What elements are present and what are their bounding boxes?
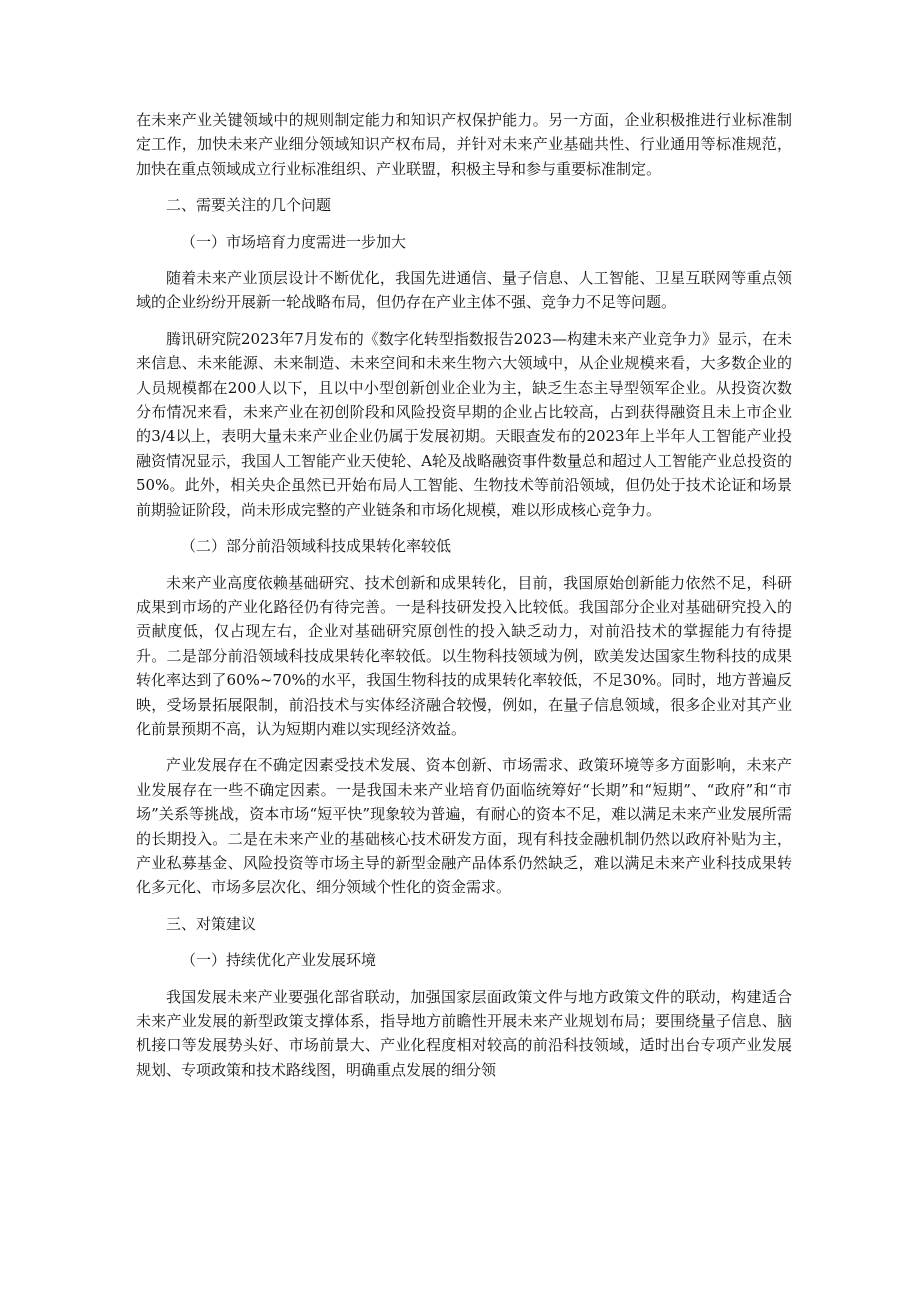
paragraph-uncertainty: 产业发展存在不确定因素受技术发展、资本创新、市场需求、政策环境等多方面影响，未来产业发展存在一些不确定因素。一是我国未来产业培育仍面临统筹好“长期”和“短期”、“政府”和“市场”关系等挑战，资本市场“短平快”现象较为普遍，有耐心的资本不足，难以满足未来产业发展所需的长期投入。二是在未来产业的基础核心技术研发方面，现有科技金融机制仍然以政府补贴为主，产业私募基金、风险投资等市场主导的新型金融产品体系仍然缺乏，难以满足未来产业科技成果转化多元化、市场多层次化、细分领域个性化的资金需求。 xyxy=(136,756,792,897)
spacer xyxy=(136,181,792,193)
paragraph-standards: 在未来产业关键领域中的规则制定能力和知识产权保护能力。另一方面，企业积极推进行业标准制定工作，加快未来产业细分领域知识产权布局，并针对未来产业基础共性、行业通用等标准规范，加快在重点领域成立行业标准组织、产业联盟，积极主导和参与重要标准制定。 xyxy=(136,111,792,178)
paragraph-tencent-report: 腾讯研究院2023年7月发布的《数字化转型指数报告2023—构建未来产业竞争力》显示，在未来信息、未来能源、未来制造、未来空间和未来生物六大领域中，从企业规模来看，大多数企业的人员规模都在200人以下，且以中小型创新创业企业为主，缺乏生态主导型领军企业。从投资次数分布情况来看，未来产业在初创阶段和风险投资早期的企业占比较高，占到获得融资且未上市企业的3/4以上，表明大量未来产业企业仍属于发展初期。天眼查发布的2023年上半年人工智能产业投融资情况显示，我国人工智能产业天使轮、A轮及战略融资事件数量总和超过人工智能产业总投资的50%。此外，相关央企虽然已开始布局人工智能、生物技术等前沿领域，但仍处于技术论证和场景前期验证阶段，尚未形成完整的产业链条和市场化规模，难以形成核心竞争力。 xyxy=(136,329,792,519)
spacer xyxy=(136,218,792,230)
spacer xyxy=(136,315,792,327)
subsection-heading-environment: （一）持续优化产业发展环境 xyxy=(181,951,377,970)
subsection-heading-market: （一）市场培育力度需进一步加大 xyxy=(181,232,407,251)
section-heading-recommendations: 三、对策建议 xyxy=(166,914,257,933)
paragraph-conversion-rate: 未来产业高度依赖基础研究、技术创新和成果转化，目前，我国原始创新能力依然不足，科研成果到市场的产业化路径仍有待完善。一是科技研发投入比较低。我国部分企业对基础研究投入的贡献度低，仅占现左右，企业对基础研究原创性的投入缺乏动力，对前沿技术的掌握能力有待提升。二是部分前沿领域科技成果转化率较低。以生物科技领域为例，欧美发达国家生物科技的成果转化率达到了60%~70%的水平，我国生物科技的成果转化率较低，不足30%。同时，地方普遍反映，受场景拓展限制，前沿技术与实体经济融合较慢，例如，在量子信息领域，很多企业对其产业化前景预期不高，认为短期内难以实现经济效益。 xyxy=(136,573,792,738)
paragraph-market-overview: 随着未来产业顶层设计不断优化，我国先进通信、量子信息、人工智能、卫星互联网等重点领域的企业纷纷开展新一轮战略布局，但仍存在产业主体不强、竞争力不足等问题。 xyxy=(136,269,792,312)
paragraph-policy-linkage: 我国发展未来产业要强化部省联动，加强国家层面政策文件与地方政策文件的联动，构建适合未来产业发展的新型政策支撑体系，指导地方前瞻性开展未来产业规划布局；要围绕量子信息、脑机接口等发展势头好、市场前景大、产业化程度相对较高的前沿科技领域，适时出台专项产业发展规划、专项政策和技术路线图，明确重点发展的细分领 xyxy=(136,987,792,1079)
spacer xyxy=(136,936,792,948)
spacer xyxy=(136,900,792,912)
section-heading-issues: 二、需要关注的几个问题 xyxy=(166,196,332,215)
spacer xyxy=(136,522,792,534)
spacer xyxy=(136,559,792,571)
spacer xyxy=(136,254,792,266)
spacer xyxy=(136,973,792,985)
subsection-heading-conversion: （二）部分前沿领域科技成果转化率较低 xyxy=(181,537,452,556)
spacer xyxy=(136,741,792,753)
